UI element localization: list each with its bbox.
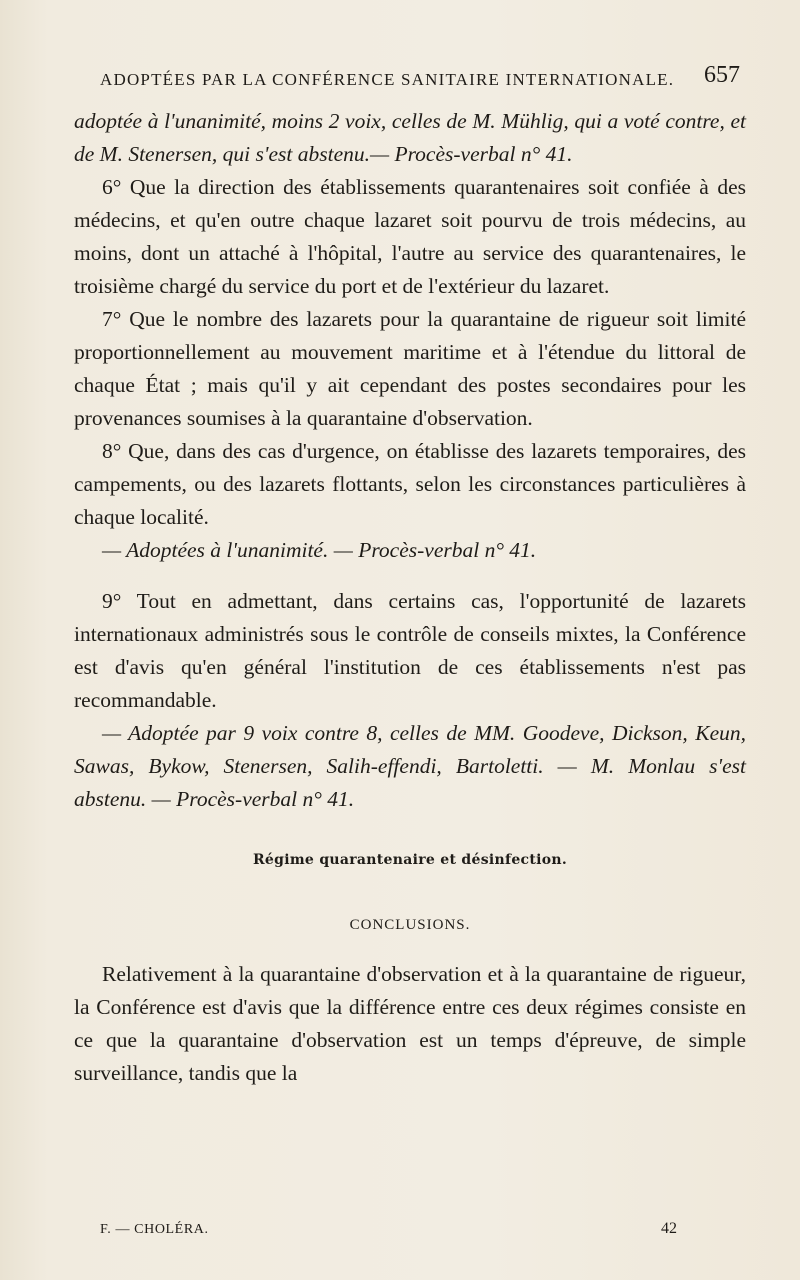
section-heading: Régime quarantenaire et désinfection. — [252, 852, 568, 868]
paragraph-article-9: 9° Tout en admettant, dans certains cas, l'opportunité de lazarets internationaux administrés sous le contrôle de conseils mixtes, la Conférence est d'avis qu'en général l'institution de ces établissements n'est pas recommandable. — [74, 589, 746, 712]
paragraph-conclusion: Relativement à la quarantaine d'observation et à la quarantaine de rigueur, la Conférence est d'avis que la différence entre ces deux régimes consiste en ce que la quarantaine d'observation est un temps d'épreuve, de simple surveillance, tandis que la — [74, 962, 746, 1085]
paragraph-gap — [74, 567, 746, 585]
paragraph-vote-result: — Adoptée par 9 voix contre 8, celles de MM. Goodeve, Dickson, Keun, Sawas, Bykow, Stenersen, Salih-effendi, Bartoletti. — M. Monlau s'est abstenu. — Procès-verbal n° 41. — [74, 721, 746, 811]
paragraph-article-8: 8° Que, dans des cas d'urgence, on établisse des lazarets temporaires, des campements, ou des lazarets flottants, selon les circonstances particulières à chaque localité. — [74, 439, 746, 529]
footer-signature: F. — CHOLÉRA. — [100, 1222, 209, 1237]
paragraph-adopted-unanimity: — Adoptées à l'unanimité. — Procès-verbal n° 41. — [102, 538, 537, 562]
paragraph-article-6: 6° Que la direction des établissements quarantenaires soit confiée à des médecins, et qu'en outre chaque lazaret soit pourvu de trois médecins, au moins, dont un attaché à l'hôpital, l'autre au service des quarantenaires, le troisième chargé du service du port et de l'extérieur du lazaret. — [74, 175, 746, 298]
conclusions-heading: CONCLUSIONS. — [349, 917, 471, 933]
paragraph-article-7: 7° Que le nombre des lazarets pour la quarantaine de rigueur soit limité proportionnellement au mouvement maritime et à l'étendue du littoral de chaque État ; mais qu'il y ait cependant des postes secondaires pour les provenances soumises à la quarantaine d'observation. — [74, 307, 746, 430]
page-number: 657 — [704, 62, 740, 88]
running-head: ADOPTÉES PAR LA CONFÉRENCE SANITAIRE INTERNATIONALE. — [100, 70, 675, 89]
page-body — [74, 105, 746, 1090]
footer-sheet-number: 42 — [661, 1220, 677, 1237]
paragraph-adoption-unanimity: adoptée à l'unanimité, moins 2 voix, celles de M. Mühlig, qui a voté contre, et de M. Stenersen, qui s'est abstenu.— Procès-verbal n° 41. — [74, 109, 746, 166]
